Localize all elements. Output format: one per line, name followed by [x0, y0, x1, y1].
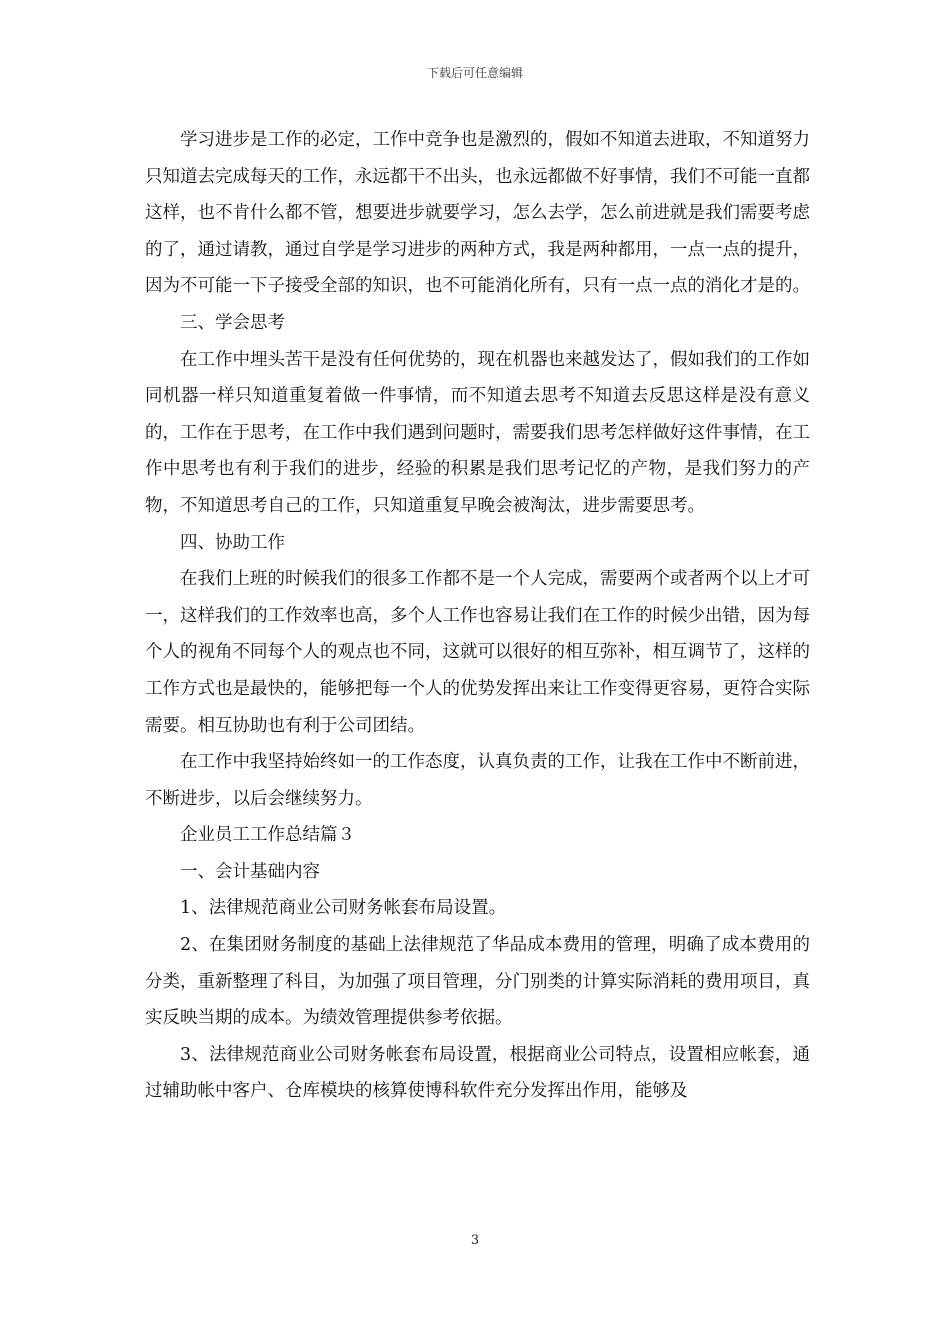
paragraph-study-progress: 学习进步是工作的必定，工作中竞争也是激烈的，假如不知道去进取，不知道努力只知道去完成每天的工作，永远都干不出头，也永远都做不好事情，我们不可能一直都这样，也不肯什么都不管，想要进步就要学习，怎么去学，怎么前进就是我们需要考虑的了，通过请教，通过自学是学习进步的两种方式，我是两种都用，一点一点的提升，因为不可能一下子接受全部的知识，也不可能消化所有，只有一点一点的消化才是的。	[145, 130, 810, 297]
heading-collaborate: 四、协助工作	[180, 532, 285, 553]
page-number: 3	[470, 1233, 480, 1248]
paragraph-attitude: 在工作中我坚持始终如一的工作态度，认真负责的工作，让我在工作中不断前进，不断进步，以后会继续努力。	[145, 752, 810, 809]
paragraph-collaboration: 在我们上班的时候我们的很多工作都不是一个人完成，需要两个或者两个以上才可一，这样我们的工作效率也高，多个人工作也容易让我们在工作的时候少出错，因为每个人的视角不同每个人的观点也不同，这就可以很好的相互弥补，相互调节了，这样的工作方式也是最快的，能够把每一个人的优势发挥出来让工作变得更容易，更符合实际需要。相互协助也有利于公司团结。	[145, 569, 810, 736]
heading-learn-to-think: 三、学会思考	[180, 312, 285, 333]
list-item-3: 3、法律规范商业公司财务帐套布局设置，根据商业公司特点，设置相应帐套，通过辅助帐中客户、仓库模块的核算使博科软件充分发挥出作用，能够及	[145, 1044, 810, 1102]
page-header: 下载后可任意编辑	[426, 66, 523, 80]
paragraph-thinking: 在工作中埋头苦干是没有任何优势的，现在机器也来越发达了，假如我们的工作如同机器一样只知道重复着做一件事情，而不知道去思考不知道去反思这样是没有意义的，工作在于思考，在工作中我们遇到问题时，需要我们思考怎样做好这件事情，在工作中思考也有利于我们的进步，经验的积累是我们思考记忆的产物，是我们努力的产物，不知道思考自己的工作，只知道重复早晚会被淘汰，进步需要思考。	[145, 349, 810, 516]
list-item-1: 1、法律规范商业公司财务帐套布局设置。	[180, 898, 507, 919]
document-body	[145, 122, 810, 1110]
list-item-2: 2、在集团财务制度的基础上法律规范了华品成本费用的管理，明确了成本费用的分类，重新整理了科目，为加强了项目管理，分门别类的计算实际消耗的费用项目，真实反映当期的成本。为绩效管理提供参考依据。	[145, 935, 810, 1029]
heading-accounting-basics: 一、会计基础内容	[180, 861, 320, 882]
section-title-summary-3: 企业员工工作总结篇３	[180, 825, 355, 846]
